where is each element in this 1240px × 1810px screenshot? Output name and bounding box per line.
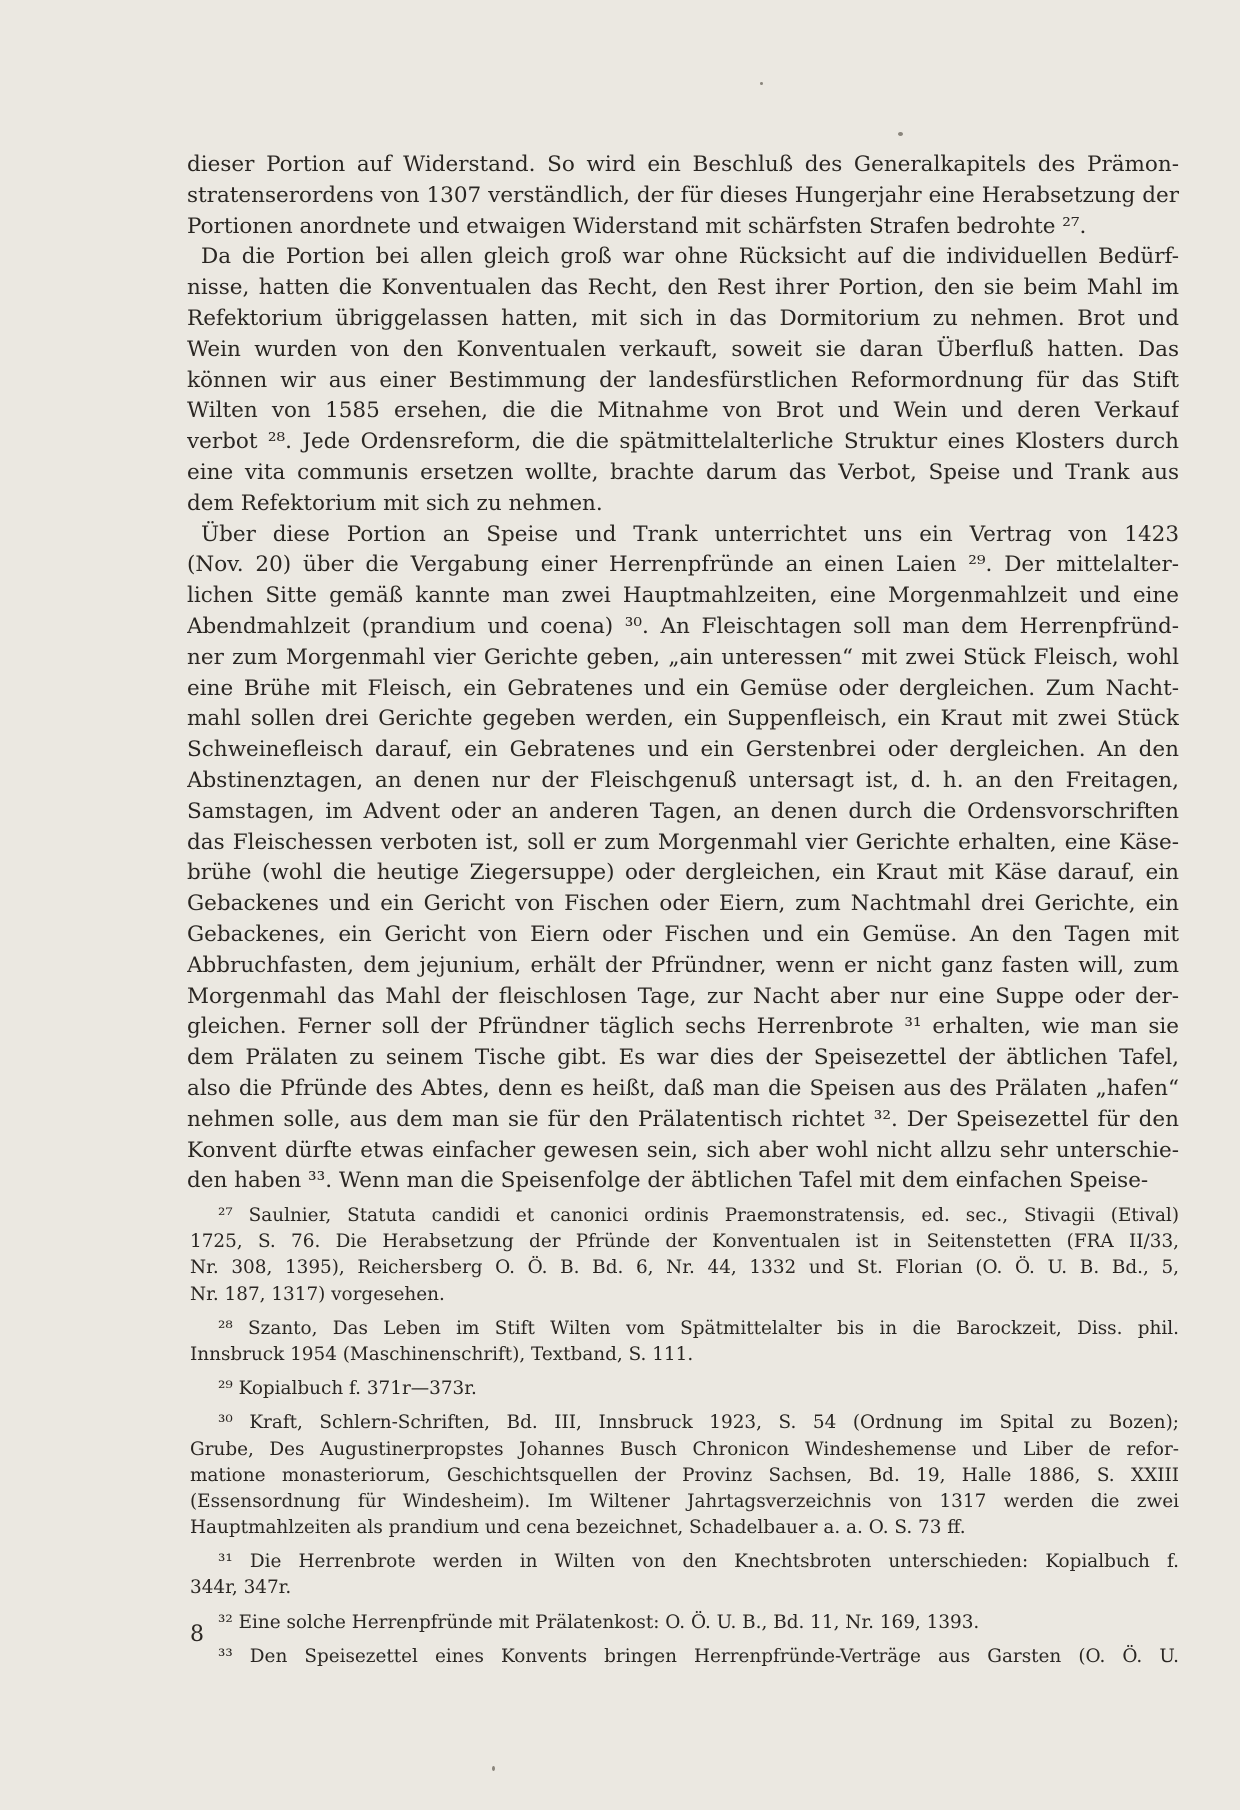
footnote-line: Innsbruck 1954 (Maschinenschrift), Textband, S. 111.	[190, 1343, 694, 1365]
body-line: nehmen solle, aus dem man sie für den Prälatentisch richtet ³². Der Speisezettel für den	[187, 1106, 1179, 1132]
paper-speck	[760, 82, 763, 85]
paper-speck	[492, 1766, 495, 1771]
footnote	[190, 1549, 1179, 1601]
body-line: Morgenmahl das Mahl der fleischlosen Tage, zur Nacht aber nur eine Suppe oder der-	[187, 983, 1179, 1009]
body-line: (Nov. 20) über die Vergabung einer Herrenpfründe an einen Laien ²⁹. Der mittelalter-	[187, 552, 1179, 578]
body-line: Über diese Portion an Speise und Trank unterrichtet uns ein Vertrag von 1423	[201, 521, 1179, 547]
footnote-line: 344r, 347r.	[190, 1577, 292, 1599]
body-line: Da die Portion bei allen gleich groß war ohne Rücksicht auf die individuellen Bedürf-	[201, 244, 1179, 270]
footnote-gap	[190, 1368, 1179, 1376]
footnote-gap	[190, 1541, 1179, 1549]
body-line: nisse, hatten die Konventualen das Recht, den Rest ihrer Portion, den sie beim Mahl im	[187, 275, 1179, 301]
page-number: 8	[190, 1622, 204, 1647]
body-line: dieser Portion auf Widerstand. So wird ein Beschluß des Generalkapitels des Prämon-	[187, 152, 1179, 177]
footnote	[190, 1410, 1179, 1541]
footnote-line: ²⁸ Szanto, Das Leben im Stift Wilten vom Spätmittelalter bis in die Barockzeit, Diss. phil.	[218, 1317, 1179, 1339]
body-line: das Fleischessen verboten ist, soll er zum Morgenmahl vier Gerichte erhalten, eine Käse-	[187, 829, 1179, 855]
body-line: dem Prälaten zu seinem Tische gibt. Es war dies der Speisezettel der äbtlichen Tafel,	[187, 1045, 1179, 1071]
body-line: dem Refektorium mit sich zu nehmen.	[187, 490, 603, 516]
body-line: gleichen. Ferner soll der Pfründner täglich sechs Herrenbrote ³¹ erhalten, wie man sie	[187, 1014, 1179, 1040]
body-line: Schweinefleisch darauf, ein Gebratenes und ein Gerstenbrei oder dergleichen. An den	[187, 737, 1179, 763]
body-line: eine vita communis ersetzen wollte, brachte darum das Verbot, Speise und Trank aus	[187, 459, 1179, 485]
footnote-line: matione monasteriorum, Geschichtsquellen der Provinz Sachsen, Bd. 19, Halle 1886, S. XXIII	[190, 1464, 1179, 1486]
footnote-gap	[190, 1602, 1179, 1610]
body-line: eine Brühe mit Fleisch, ein Gebratenes und ein Gemüse oder dergleichen. Zum Nacht-	[187, 675, 1179, 701]
body-line: können wir aus einer Bestimmung der landesfürstlichen Reformordnung für das Stift	[187, 367, 1179, 393]
footnote-line: Hauptmahlzeiten als prandium und cena bezeichnet, Schadelbauer a. a. O. S. 73 ff.	[190, 1517, 966, 1539]
body-text	[187, 150, 1179, 1197]
body-line: lichen Sitte gemäß kannte man zwei Hauptmahlzeiten, eine Morgenmahlzeit und eine	[187, 583, 1179, 609]
footnote-gap	[190, 1402, 1179, 1410]
body-line: brühe (wohl die heutige Ziegersuppe) oder dergleichen, ein Kraut mit Käse darauf, ein	[187, 860, 1179, 886]
footnote-line: ²⁷ Saulnier, Statuta candidi et canonici ordinis Praemonstratensis, ed. sec., Stivagii (Etival)	[218, 1205, 1179, 1226]
paper-speck	[898, 132, 903, 136]
body-line: ner zum Morgenmahl vier Gerichte geben, „ain unteressen“ mit zwei Stück Fleisch, wohl	[187, 644, 1179, 670]
footnote-line: Nr. 308, 1395), Reichersberg O. Ö. B. Bd. 6, Nr. 44, 1332 und St. Florian (O. Ö. U. B. Bd., 5,	[190, 1257, 1179, 1279]
footnote-line: ²⁹ Kopialbuch f. 371r—373r.	[218, 1378, 477, 1400]
body-line: Portionen anordnete und etwaigen Widerstand mit schärfsten Strafen bedrohte ²⁷.	[187, 213, 1087, 239]
footnote	[190, 1610, 1179, 1636]
footnote-line: ³¹ Die Herrenbrote werden in Wilten von den Knechtsbroten unterschieden: Kopialbuch f.	[218, 1551, 1179, 1573]
footnotes	[190, 1203, 1179, 1670]
footnote	[190, 1316, 1179, 1368]
body-line: Gebackenes, ein Gericht von Eiern oder Fischen und ein Gemüse. An den Tagen mit	[187, 921, 1179, 947]
body-line: Wilten von 1585 ersehen, die die Mitnahme von Brot und Wein und deren Verkauf	[187, 398, 1179, 424]
body-line: Wein wurden von den Konventualen verkauft, soweit sie daran Überfluß hatten. Das	[187, 336, 1179, 362]
body-line: mahl sollen drei Gerichte gegeben werden, ein Suppenfleisch, ein Kraut mit zwei Stück	[187, 706, 1179, 732]
body-line: Abendmahlzeit (prandium und coena) ³⁰. An Fleischtagen soll man dem Herrenpfründ-	[187, 613, 1179, 639]
footnote-line: ³³ Den Speisezettel eines Konvents bringen Herrenpfründe-Verträge aus Garsten (O. Ö. U.	[218, 1645, 1179, 1667]
body-line: den haben ³³. Wenn man die Speisenfolge der äbtlichen Tafel mit dem einfachen Speise-	[187, 1168, 1149, 1194]
footnote-line: (Essensordnung für Windesheim). Im Wiltener Jahrtagsverzeichnis von 1317 werden die zwei	[190, 1490, 1179, 1512]
footnote	[190, 1203, 1179, 1308]
body-line: Abbruchfasten, dem jejunium, erhält der Pfründner, wenn er nicht ganz fasten will, zum	[187, 952, 1179, 978]
footnote	[190, 1376, 1179, 1402]
footnote-line: ³² Eine solche Herrenpfründe mit Prälatenkost: O. Ö. U. B., Bd. 11, Nr. 169, 1393.	[218, 1611, 980, 1633]
body-line: Gebackenes und ein Gericht von Fischen oder Eiern, zum Nachtmahl drei Gerichte, ein	[187, 891, 1179, 917]
footnote-line: 1725, S. 76. Die Herabsetzung der Pfründe der Konventualen ist in Seitenstetten (FRA II/33,	[190, 1231, 1179, 1253]
footnote-line: Nr. 187, 1317) vorgesehen.	[190, 1283, 445, 1305]
footnote	[190, 1644, 1179, 1670]
body-line: Samstagen, im Advent oder an anderen Tagen, an denen durch die Ordensvorschriften	[187, 798, 1179, 824]
footnote-gap	[190, 1636, 1179, 1644]
body-line: Konvent dürfte etwas einfacher gewesen sein, sich aber wohl nicht allzu sehr unterschie-	[187, 1137, 1179, 1163]
body-line: Refektorium übriggelassen hatten, mit sich in das Dormitorium zu nehmen. Brot und	[187, 305, 1179, 331]
body-line: stratenserordens von 1307 verständlich, der für dieses Hungerjahr eine Herabsetzung der	[187, 182, 1179, 208]
body-line: Abstinenztagen, an denen nur der Fleischgenuß untersagt ist, d. h. an den Freitagen,	[187, 767, 1179, 793]
footnote-line: Grube, Des Augustinerpropstes Johannes Busch Chronicon Windeshemense und Liber de refor-	[190, 1438, 1179, 1460]
footnote-line: ³⁰ Kraft, Schlern-Schriften, Bd. III, Innsbruck 1923, S. 54 (Ordnung im Spital zu Bozen);	[218, 1412, 1179, 1434]
body-line: also die Pfründe des Abtes, denn es heißt, daß man die Speisen aus des Prälaten „hafen“	[187, 1075, 1179, 1101]
footnote-gap	[190, 1308, 1179, 1316]
body-line: verbot ²⁸. Jede Ordensreform, die die spätmittelalterliche Struktur eines Klosters durch	[187, 429, 1179, 455]
